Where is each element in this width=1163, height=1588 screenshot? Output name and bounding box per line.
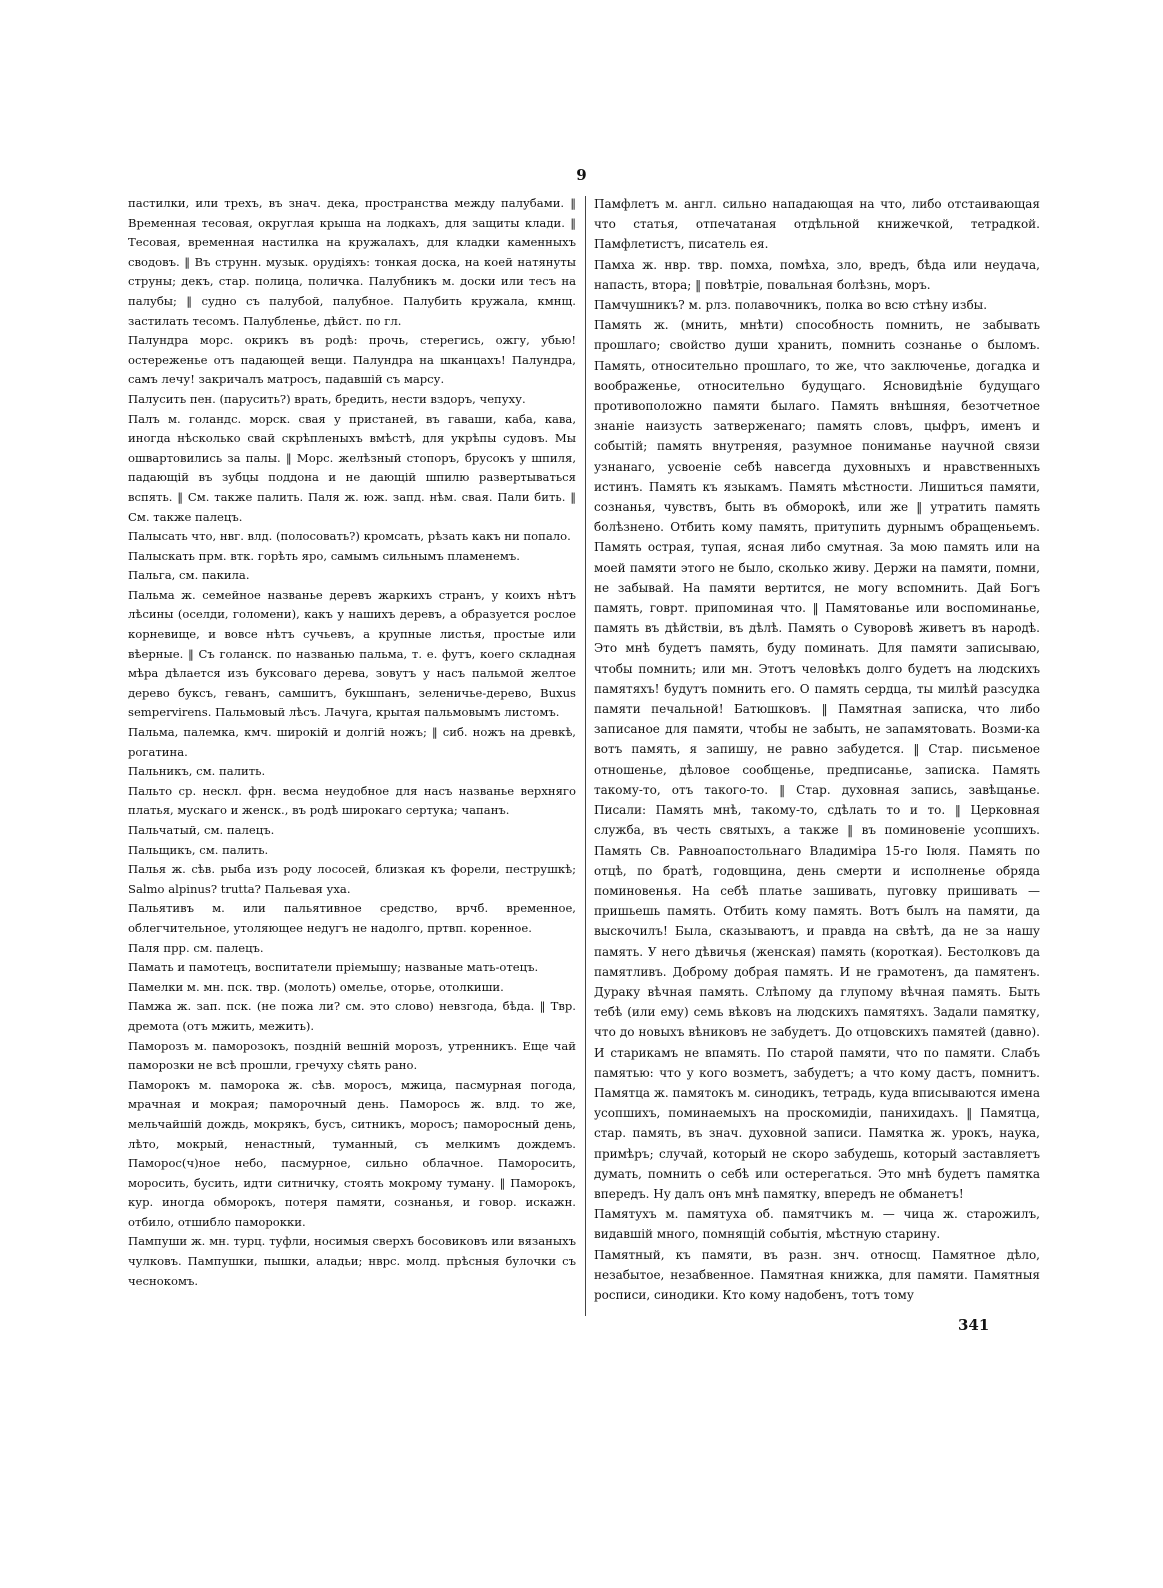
entry-pamyatukh: Памятухъ м. памятуха об. памятчикъ м. — чица ж. старожилъ, видавшій много, помнящій событія, мѣстную старину.	[594, 1207, 1040, 1242]
entry-palnik: Пальникъ, см. палить.	[128, 764, 266, 779]
right-column	[594, 194, 1040, 1305]
sheet-number: 341	[958, 1316, 990, 1334]
entry-pamkha: Памха ж. нвр. твр. помха, помѣха, зло, вредъ, бѣда или неудача, напасть, втора; ‖ повѣтріе, повальная болѣзнь, моръ.	[594, 257, 1040, 292]
left-column	[128, 194, 576, 1291]
entry-pamchushnik: Памчушникъ? м. рлз. полавочникъ, полка во всю стѣну избы.	[594, 298, 988, 313]
entry-palga: Пальга, см. пакила.	[128, 568, 250, 583]
entry-palma: Пальма ж. семейное названье деревъ жаркихъ странъ, у коихъ нѣтъ лѣсины (оселди, голомени), какъ у нашихъ деревъ, а образуется рослое корневище, и вовсе нѣтъ сучьевъ, а крупные листья, простые или вѣерные. ‖ Съ голанск. по названью пальма, т. е. футъ, коего складная мѣра дѣлается изъ буксоваго дерева, зовутъ у насъ пальмой желтое дерево буксъ, геванъ, самшитъ, букшпанъ, зеленичье-дерево, Buxus sempervirens. Пальмовый лѣсъ. Лачуга, крытая пальмовымъ листомъ.	[128, 587, 576, 720]
entry-paluby-cont: пастилки, или трехъ, въ знач. дека, пространства между палубами. ‖ Временная тесовая, округлая крыша на лодкахъ, для защиты клади. ‖ Тесовая, временная настилка на кружалахъ, для кладки каменныхъ сводовъ. ‖ Въ струнн. музык. орудіяхъ: тонкая доска, на коей натянуты струны; декъ, стар. полица, поличка. Палубникъ м. доски или тесъ на палубы; ‖ судно съ палубой, палубное. Палубить кружала, кмнщ. застилать тесомъ. Палубленье, дѣйст. по гл.	[128, 196, 576, 328]
entry-pamelki: Памелки м. мн. пск. твр. (молоть) омелье, оторье, отолкиши.	[128, 979, 504, 994]
entry-pamorok: Паморокъ м. паморока ж. сѣв. моросъ, мжица, пасмурная погода, мрачная и мокрая; паморочный день. Паморось ж. влд. то же, мельчайшій дождь, мокрякъ, бусъ, ситникъ, моросъ; паморосный день, лѣто, мокрый, ненастный, туманный, съ мелкимъ дождемъ. Паморос(ч)ное небо, пасмурное, сильно облачное. Паморосить, моросить, бусить, идти ситничку, стоять мокрому туману. ‖ Паморокъ, кур. иногда обморокъ, потеря памяти, сознанья, и говор. искажн. отбило, отшибло паморокки.	[128, 1077, 576, 1229]
entry-pamzha: Памжа ж. зап. пск. (не пожа ли? см. это слово) невзгода, бѣда. ‖ Твр. дремота (отъ мжить, межить).	[128, 999, 576, 1033]
page-number: 9	[576, 166, 587, 184]
entry-palchatyi: Пальчатый, см. палецъ.	[128, 823, 275, 837]
entry-pamat: Памать и памотецъ, воспитатели пріемышу; названые мать-отецъ.	[128, 960, 539, 975]
column-divider	[585, 196, 586, 1316]
entry-pampushi: Пампуши ж. мн. турц. туфли, носимыя сверхъ босовиковъ или вязаныхъ чулковъ. Пампушки, пышки, аладьи; нврс. молд. прѣсныя булочки съ чеснокомъ.	[128, 1234, 576, 1288]
entry-palysat: Палысать что, нвг. влд. (полосовать?) кромсать, рѣзать какъ ни попало.	[128, 529, 571, 544]
entry-palshchik: Пальщикъ, см. палить.	[128, 842, 269, 857]
entry-pamyat: Память ж. (мнить, мнѣти) способность помнить, не забывать прошлаго; свойство души хранить, помнить сознанье о быломъ. Память, относительно прошлаго, то же, что заключенье, догадка и воображенье, относительно будущаго. Ясновидѣніе будущаго противоположно памяти былаго. Память внѣшняя, безотчетное знаніе наизусть затверженаго; память словъ, цыфръ, именъ и событій; память внутреняя, разумное пониманье научной связи узнанаго, усвоеніе себѣ навсегда духовныхъ и нравственныхъ истинъ. Память къ языкамъ. Память мѣстности. Лишиться памяти, сознанья, чувствъ, быть въ обморокѣ, или же ‖ утратить память болѣзнено. Отбить кому память, притупить дурнымъ обращеньемъ. Память острая, тупая, ясная либо смутная. За мою память или на моей памяти этого не было, сколько живу. Держи на памяти, помни, не забывай. На памяти вертится, не могу вспомнить. Дай Богъ память, говрт. припоминая что. ‖ Памятованье или воспоминанье, память въ дѣйствіи, въ дѣлѣ. Память о Суворовѣ живетъ въ народѣ. Это мнѣ будетъ память, буду поминать. Для памяти записываю, чтобы помнить; или мн. Этотъ человѣкъ долго будетъ на людскихъ памятяхъ! будутъ помнить его. О память сердца, ты милѣй разсудка памяти печальной! Батюшковъ. ‖ Памятная записка, что либо записаное для памяти, чтобы не забыть, не запамятовать. Возми-ка вотъ память, я запишу, не равно забудется. ‖ Стар. письменое отношенье, дѣловое сообщенье, предписанье, записка. Память такому-то, отъ такого-то. ‖ Стар. духовная запись, завѣщанье. Писали: Память мнѣ, такому-то, сдѣлать то и то. ‖ Церковная служба, въ честь святыхъ, а также ‖ въ поминовеніе усопшихъ. Память Св. Равноапостольнаго Владиміра 15-го Іюля. Память по отцѣ, по братѣ, годовщина, день смерти и исполненье обряда поминовенья. На себѣ платье зашивать, пуговку пришивать — пришьешь память. Отбить кому память. Вотъ былъ на памяти, да выскочилъ! Была, сказываютъ, и правда на свѣтѣ, да не за нашу память. У него дѣвичья (женская) память (короткая). Бестолковъ да памятливъ. Доброму добрая память. И не грамотенъ, да памятенъ. Дураку вѣчная память. Слѣпому да глупому вѣчная память. Быть тебѣ (или ему) семь вѣковъ на людскихъ памятяхъ. Задали памятку, что до новыхъ вѣниковъ не забудетъ. До отцовскихъ памятей (давно). И старикамъ не впамять. По старой памяти, что по памяти. Слабъ памятью: что у кого возметъ, забудетъ; а что кому дастъ, помнитъ. Памятца ж. памятокъ м. синодикъ, тетрадь, куда вписываются имена усопшихъ, поминаемыхъ на проскомидіи, панихидахъ. ‖ Памятца, стар. память, въ знач. духовной записи. Памятка ж. урокъ, наука, примѣръ; случай, который не скоро забудешь, который заставляетъ думать, помнить о себѣ или остерегаться. Это мнѣ будетъ памятка впередъ. Ну далъ онъ мнѣ памятку, впередъ не обманетъ!	[594, 318, 1040, 1201]
entry-palyativ: Пальятивъ м. или пальятивное средство, врчб. временное, облегчительное, утоляющее недугъ не надолго, пртвп. коренное.	[128, 901, 576, 935]
entry-palto: Пальто ср. нескл. фрн. весма неудобное для насъ названье верхняго платья, мускаго и женск., въ родѣ широкаго сертука; чапанъ.	[128, 783, 576, 818]
entry-pamflet: Памфлетъ м. англ. сильно нападающая на что, либо отстаивающая что статья, отпечатаная отдѣльной книжечкой, тетрадкой. Памфлетистъ, писатель ея.	[594, 197, 1040, 252]
entry-pamyatnyi: Памятный, къ памяти, въ разн. знч. относщ. Памятное дѣло, незабытое, незабвенное. Памятная книжка, для памяти. Памятныя росписи, синодики. Кто кому надобенъ, тотъ тому	[594, 1247, 1040, 1302]
entry-pamoroz: Паморозъ м. паморозокъ, поздній вешній морозъ, утренникъ. Еще чай паморозки не всѣ прошли, гречуху сѣять рано.	[128, 1038, 576, 1073]
entry-palya-fish: Палья ж. сѣв. рыба изъ роду лососей, близкая къ форели, пеструшкѣ; Salmo alpinus? trutta? Пальевая уха.	[128, 862, 576, 896]
entry-pal: Палъ м. голандс. морск. свая у пристаней, въ гаваши, каба, кава, иногда нѣсколько свай скрѣпленыхъ вмѣстѣ, для укрѣпы судовъ. Мы ошвартовились за палы. ‖ Морс. желѣзный стопоръ, брусокъ у шпиля, падающій въ зубцы поддона и не дающій шпилю развертываться вспять. ‖ См. также палить. Паля ж. юж. запд. нѣм. свая. Пали бить. ‖ См. также палецъ.	[128, 411, 576, 524]
entry-palundra: Палундра морс. окрикъ въ родѣ: прочь, стерегись, ожгу, убью! остереженье отъ падающей вещи. Палундра на шканцахъ! Палундра, самъ лечу! закричалъ матросъ, падавшій съ марсу.	[128, 333, 576, 387]
entry-palya: Паля прр. см. палецъ.	[128, 940, 264, 955]
entry-palusit: Палусить пен. (парусить?) врать, бредить, нести вздоръ, чепуху.	[128, 391, 526, 406]
entry-palma-knife: Пальма, палемка, кмч. широкій и долгій ножъ; ‖ сиб. ножъ на древкѣ, рогатина.	[128, 725, 576, 759]
entry-palyskat: Палыскать прм. втк. горѣть яро, самымъ сильнымъ пламенемъ.	[128, 548, 520, 563]
